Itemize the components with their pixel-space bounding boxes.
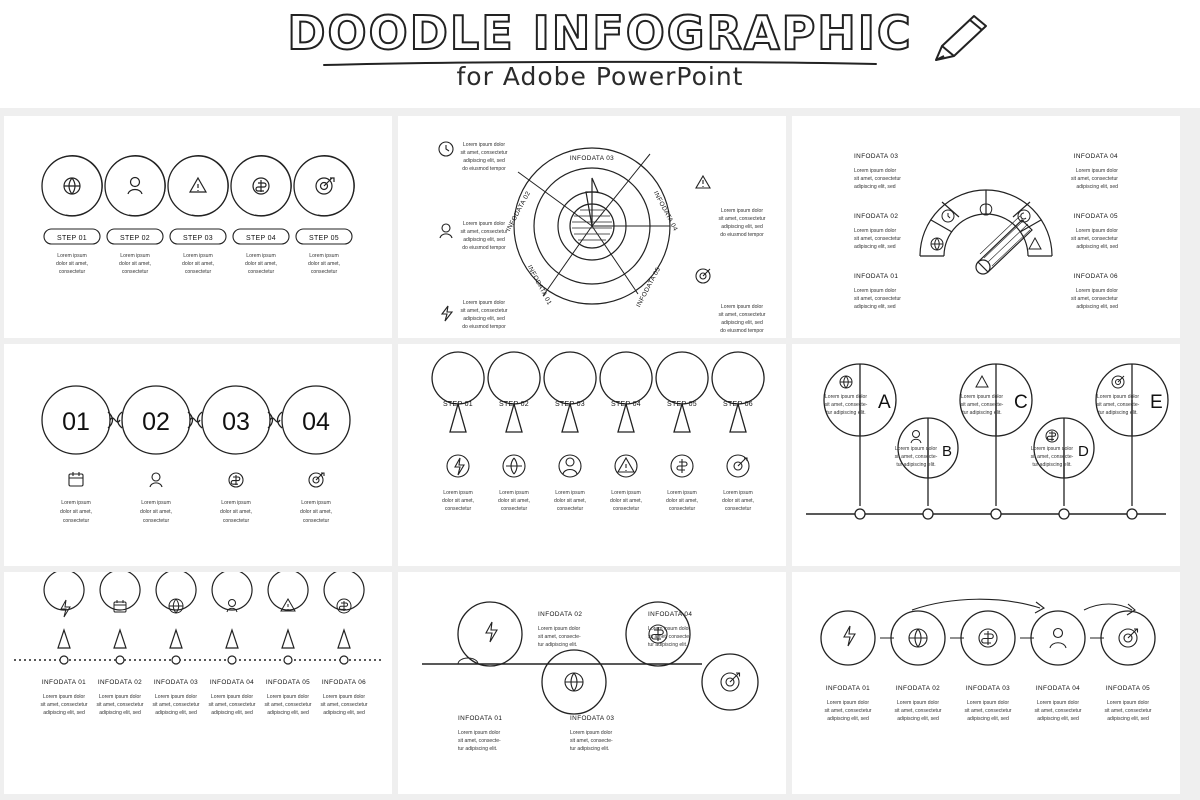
svg-text:Lorem ipsum dolor: Lorem ipsum dolor <box>1030 446 1074 452</box>
svg-text:dolor sit amet,: dolor sit amet, <box>60 509 92 515</box>
svg-text:sit amet, consectetur: sit amet, consectetur <box>40 702 88 708</box>
svg-text:dolor sit amet,: dolor sit amet, <box>498 498 530 504</box>
slides-grid <box>0 112 1200 800</box>
svg-text:Lorem ipsum dolor: Lorem ipsum dolor <box>1106 700 1150 706</box>
svg-text:consectetur: consectetur <box>58 269 86 275</box>
info-label: INFODATA 02 <box>895 685 941 692</box>
svg-text:Lorem ipsum: Lorem ipsum <box>221 500 251 506</box>
slide-six-pin-dotted-timeline[interactable] <box>4 572 392 794</box>
svg-text:Lorem ipsum: Lorem ipsum <box>499 490 529 496</box>
svg-text:do eiusmod tempor: do eiusmod tempor <box>462 245 506 251</box>
svg-text:Lorem ipsum: Lorem ipsum <box>555 490 585 496</box>
svg-text:adipiscing elit, sed: adipiscing elit, sed <box>721 320 763 326</box>
step-label: STEP 01 <box>443 401 473 408</box>
svg-text:sit amet, consecte-: sit amet, consecte- <box>648 634 691 640</box>
svg-text:do eiusmod tempor: do eiusmod tempor <box>462 166 506 172</box>
svg-text:sit amet, consectetur: sit amet, consectetur <box>1071 176 1118 182</box>
svg-text:sit amet, consectetur: sit amet, consectetur <box>264 702 312 708</box>
svg-text:Lorem ipsum dolor: Lorem ipsum dolor <box>720 304 764 310</box>
info-label: INFODATA 01 <box>41 679 87 686</box>
svg-text:Lorem ipsum: Lorem ipsum <box>183 253 213 259</box>
svg-text:dolor sit amet,: dolor sit amet, <box>308 261 340 267</box>
info-label: INFODATA 01 <box>825 685 871 692</box>
svg-text:sit amet, consectetur: sit amet, consectetur <box>208 702 256 708</box>
svg-text:consectetur: consectetur <box>556 506 584 512</box>
page-title: DOODLE INFOGRAPHIC <box>287 6 913 60</box>
svg-text:sit amet, consectetur: sit amet, consectetur <box>854 296 901 302</box>
slide-gauge-speedometer[interactable] <box>792 116 1180 338</box>
svg-text:dolor sit amet,: dolor sit amet, <box>442 498 474 504</box>
svg-text:adipiscing elit, sed: adipiscing elit, sed <box>854 304 896 310</box>
svg-text:adipiscing elit, sed: adipiscing elit, sed <box>99 710 141 716</box>
svg-text:Lorem ipsum: Lorem ipsum <box>61 500 91 506</box>
svg-text:sit amet, consectetur: sit amet, consectetur <box>854 176 901 182</box>
svg-text:sit amet, consectetur: sit amet, consectetur <box>460 150 508 156</box>
svg-text:Lorem ipsum dolor: Lorem ipsum dolor <box>966 700 1010 706</box>
info-label: INFODATA 04 <box>1073 153 1118 160</box>
svg-text:dolor sit amet,: dolor sit amet, <box>722 498 754 504</box>
svg-text:adipiscing elit, sed: adipiscing elit, sed <box>854 244 896 250</box>
info-label: INFODATA 04 <box>209 679 255 686</box>
slide-circular-arrow-diagram[interactable] <box>398 116 786 338</box>
svg-text:sit amet, consectetur: sit amet, consectetur <box>1071 236 1118 242</box>
svg-text:sit amet, consectetur: sit amet, consectetur <box>96 702 144 708</box>
step-label: STEP 04 <box>246 235 276 242</box>
svg-text:Lorem ipsum dolor: Lorem ipsum dolor <box>42 694 86 700</box>
pencil-icon <box>930 12 994 66</box>
step-label: STEP 03 <box>183 235 213 242</box>
info-label: INFODATA 03 <box>153 679 199 686</box>
svg-text:Lorem ipsum dolor: Lorem ipsum dolor <box>894 446 938 452</box>
segment-label: INFODATA 04 <box>651 190 679 233</box>
info-label: INFODATA 02 <box>538 611 583 618</box>
bubble-number: 01 <box>62 408 90 436</box>
svg-text:Lorem ipsum dolor: Lorem ipsum dolor <box>266 694 310 700</box>
header <box>0 0 1200 108</box>
svg-text:tur adipiscing elit.: tur adipiscing elit. <box>570 746 610 752</box>
svg-text:Lorem ipsum dolor: Lorem ipsum dolor <box>854 168 897 174</box>
segment-label: INFODATA 01 <box>525 264 553 307</box>
svg-text:consectetur: consectetur <box>310 269 338 275</box>
step-label: STEP 02 <box>120 235 150 242</box>
slide-five-step-circle-chain[interactable] <box>4 116 392 338</box>
svg-text:dolor sit amet,: dolor sit amet, <box>666 498 698 504</box>
svg-text:Lorem ipsum: Lorem ipsum <box>667 490 697 496</box>
svg-text:dolor sit amet,: dolor sit amet, <box>554 498 586 504</box>
svg-text:Lorem ipsum: Lorem ipsum <box>611 490 641 496</box>
letter-label: A <box>878 392 891 413</box>
svg-text:dolor sit amet,: dolor sit amet, <box>245 261 277 267</box>
svg-text:adipiscing elit, sed: adipiscing elit, sed <box>463 237 505 243</box>
svg-text:Lorem ipsum dolor: Lorem ipsum dolor <box>210 694 254 700</box>
svg-text:Lorem ipsum: Lorem ipsum <box>443 490 473 496</box>
info-label: INFODATA 02 <box>97 679 143 686</box>
svg-text:Lorem ipsum: Lorem ipsum <box>723 490 753 496</box>
svg-text:consectetur: consectetur <box>62 518 90 524</box>
svg-text:adipiscing elit, sed: adipiscing elit, sed <box>1076 184 1118 190</box>
svg-text:Lorem ipsum dolor: Lorem ipsum dolor <box>896 700 940 706</box>
svg-text:Lorem ipsum: Lorem ipsum <box>301 500 331 506</box>
svg-text:sit amet, consectetur: sit amet, consectetur <box>854 236 901 242</box>
svg-text:dolor sit amet,: dolor sit amet, <box>220 509 252 515</box>
svg-text:Lorem ipsum: Lorem ipsum <box>309 253 339 259</box>
svg-text:adipiscing elit, sed: adipiscing elit, sed <box>1037 716 1079 722</box>
svg-text:Lorem ipsum dolor: Lorem ipsum dolor <box>720 208 764 214</box>
svg-text:Lorem ipsum dolor: Lorem ipsum dolor <box>824 394 868 400</box>
step-label: STEP 04 <box>611 401 641 408</box>
svg-text:dolor sit amet,: dolor sit amet, <box>182 261 214 267</box>
svg-text:Lorem ipsum: Lorem ipsum <box>57 253 87 259</box>
svg-text:adipiscing elit, sed: adipiscing elit, sed <box>323 710 365 716</box>
svg-text:adipiscing elit, sed: adipiscing elit, sed <box>155 710 197 716</box>
svg-text:Lorem ipsum dolor: Lorem ipsum dolor <box>648 626 691 632</box>
svg-text:tur adipiscing elit.: tur adipiscing elit. <box>538 642 578 648</box>
svg-text:Lorem ipsum dolor: Lorem ipsum dolor <box>538 626 581 632</box>
letter-label: C <box>1014 392 1028 413</box>
svg-text:consectetur: consectetur <box>444 506 472 512</box>
segment-label: INFODATA 03 <box>569 155 615 162</box>
svg-text:tur adipiscing elit.: tur adipiscing elit. <box>896 462 936 468</box>
svg-text:Lorem ipsum dolor: Lorem ipsum dolor <box>1075 228 1118 234</box>
info-label: INFODATA 03 <box>854 153 899 160</box>
svg-text:consectetur: consectetur <box>500 506 528 512</box>
svg-text:Lorem ipsum dolor: Lorem ipsum dolor <box>98 694 142 700</box>
svg-text:consectetur: consectetur <box>121 269 149 275</box>
svg-text:sit amet, consectetur: sit amet, consectetur <box>1034 708 1082 714</box>
info-label: INFODATA 06 <box>321 679 367 686</box>
info-label: INFODATA 01 <box>854 273 899 280</box>
svg-text:Lorem ipsum: Lorem ipsum <box>246 253 276 259</box>
svg-text:adipiscing elit, sed: adipiscing elit, sed <box>463 158 505 164</box>
svg-text:sit amet, consecte-: sit amet, consecte- <box>960 402 1004 408</box>
svg-text:sit amet, consectetur: sit amet, consectetur <box>824 708 872 714</box>
svg-text:consectetur: consectetur <box>724 506 752 512</box>
slide-five-circle-arrow-process[interactable] <box>792 572 1180 794</box>
letter-label: D <box>1078 443 1089 460</box>
svg-text:dolor sit amet,: dolor sit amet, <box>56 261 88 267</box>
svg-text:sit amet, consecte-: sit amet, consecte- <box>538 634 581 640</box>
svg-text:sit amet, consectetur: sit amet, consectetur <box>152 702 200 708</box>
svg-text:consectetur: consectetur <box>668 506 696 512</box>
svg-text:adipiscing elit, sed: adipiscing elit, sed <box>1107 716 1149 722</box>
bubble-number: 02 <box>142 408 170 436</box>
svg-text:sit amet, consectetur: sit amet, consectetur <box>320 702 368 708</box>
svg-text:dolor sit amet,: dolor sit amet, <box>119 261 151 267</box>
svg-text:do eiusmod tempor: do eiusmod tempor <box>462 324 506 330</box>
info-label: INFODATA 03 <box>570 715 615 722</box>
svg-text:adipiscing elit, sed: adipiscing elit, sed <box>463 316 505 322</box>
svg-text:adipiscing elit, sed: adipiscing elit, sed <box>854 184 896 190</box>
bubble-number: 04 <box>302 408 330 436</box>
svg-text:do eiusmod tempor: do eiusmod tempor <box>720 328 764 334</box>
step-label: STEP 02 <box>499 401 529 408</box>
svg-text:sit amet, consectetur: sit amet, consectetur <box>1071 296 1118 302</box>
info-label: INFODATA 04 <box>648 611 693 618</box>
svg-text:consectetur: consectetur <box>302 518 330 524</box>
svg-text:dolor sit amet,: dolor sit amet, <box>140 509 172 515</box>
svg-text:adipiscing elit, sed: adipiscing elit, sed <box>267 710 309 716</box>
svg-text:sit amet, consecte-: sit amet, consecte- <box>1096 402 1140 408</box>
svg-text:tur adipiscing elit.: tur adipiscing elit. <box>1032 462 1072 468</box>
step-label: STEP 05 <box>309 235 339 242</box>
svg-text:Lorem ipsum dolor: Lorem ipsum dolor <box>154 694 198 700</box>
svg-text:Lorem ipsum dolor: Lorem ipsum dolor <box>826 700 870 706</box>
svg-text:adipiscing elit, sed: adipiscing elit, sed <box>721 224 763 230</box>
letter-label: B <box>942 443 953 460</box>
svg-text:Lorem ipsum dolor: Lorem ipsum dolor <box>462 300 506 306</box>
svg-text:sit amet, consectetur: sit amet, consectetur <box>460 308 508 314</box>
slide-four-circle-zigzag[interactable] <box>398 572 786 794</box>
bubble-number: 03 <box>222 408 250 436</box>
slide-four-number-bubble-chain[interactable] <box>4 344 392 566</box>
info-label: INFODATA 05 <box>265 679 311 686</box>
svg-text:consectetur: consectetur <box>184 269 212 275</box>
svg-text:Lorem ipsum dolor: Lorem ipsum dolor <box>1036 700 1080 706</box>
info-label: INFODATA 01 <box>458 715 503 722</box>
svg-text:adipiscing elit, sed: adipiscing elit, sed <box>43 710 85 716</box>
segment-label: INFODATA 05 <box>635 266 663 309</box>
svg-text:sit amet, consectetur: sit amet, consectetur <box>718 312 766 318</box>
step-label: STEP 03 <box>555 401 585 408</box>
svg-text:Lorem ipsum dolor: Lorem ipsum dolor <box>458 730 501 736</box>
svg-text:Lorem ipsum dolor: Lorem ipsum dolor <box>960 394 1004 400</box>
svg-text:do eiusmod tempor: do eiusmod tempor <box>720 232 764 238</box>
svg-text:sit amet, consectetur: sit amet, consectetur <box>964 708 1012 714</box>
step-label: STEP 06 <box>723 401 753 408</box>
svg-text:Lorem ipsum dolor: Lorem ipsum dolor <box>462 221 506 227</box>
svg-text:Lorem ipsum dolor: Lorem ipsum dolor <box>462 142 506 148</box>
svg-text:sit amet, consecte-: sit amet, consecte- <box>824 402 868 408</box>
svg-text:dolor sit amet,: dolor sit amet, <box>300 509 332 515</box>
info-label: INFODATA 05 <box>1073 213 1118 220</box>
svg-text:adipiscing elit, sed: adipiscing elit, sed <box>827 716 869 722</box>
svg-text:tur adipiscing elit.: tur adipiscing elit. <box>826 410 866 416</box>
svg-text:tur adipiscing elit.: tur adipiscing elit. <box>1098 410 1138 416</box>
svg-text:sit amet, consecte-: sit amet, consecte- <box>458 738 501 744</box>
svg-text:sit amet, consectetur: sit amet, consectetur <box>894 708 942 714</box>
info-label: INFODATA 05 <box>1105 685 1151 692</box>
info-label: INFODATA 03 <box>965 685 1011 692</box>
svg-text:sit amet, consecte-: sit amet, consecte- <box>570 738 613 744</box>
svg-text:sit amet, consecte-: sit amet, consecte- <box>894 454 938 460</box>
svg-text:sit amet, consectetur: sit amet, consectetur <box>718 216 766 222</box>
svg-text:adipiscing elit, sed: adipiscing elit, sed <box>897 716 939 722</box>
svg-text:adipiscing elit, sed: adipiscing elit, sed <box>211 710 253 716</box>
svg-text:sit amet, consecte-: sit amet, consecte- <box>1030 454 1074 460</box>
svg-text:Lorem ipsum dolor: Lorem ipsum dolor <box>854 288 897 294</box>
letter-label: E <box>1150 392 1163 413</box>
svg-text:adipiscing elit, sed: adipiscing elit, sed <box>967 716 1009 722</box>
slide-six-step-pin-row[interactable] <box>398 344 786 566</box>
svg-text:Lorem ipsum dolor: Lorem ipsum dolor <box>1075 288 1118 294</box>
svg-text:consectetur: consectetur <box>142 518 170 524</box>
svg-text:sit amet, consectetur: sit amet, consectetur <box>1104 708 1152 714</box>
svg-text:consectetur: consectetur <box>612 506 640 512</box>
svg-text:consectetur: consectetur <box>247 269 275 275</box>
svg-text:Lorem ipsum dolor: Lorem ipsum dolor <box>1075 168 1118 174</box>
svg-text:Lorem ipsum dolor: Lorem ipsum dolor <box>854 228 897 234</box>
svg-text:Lorem ipsum dolor: Lorem ipsum dolor <box>570 730 613 736</box>
svg-text:tur adipiscing elit.: tur adipiscing elit. <box>648 642 688 648</box>
svg-text:adipiscing elit, sed: adipiscing elit, sed <box>1076 304 1118 310</box>
svg-text:Lorem ipsum: Lorem ipsum <box>141 500 171 506</box>
svg-text:sit amet, consectetur: sit amet, consectetur <box>460 229 508 235</box>
page-subtitle: for Adobe PowerPoint <box>456 62 744 91</box>
step-label: STEP 05 <box>667 401 697 408</box>
info-label: INFODATA 06 <box>1073 273 1118 280</box>
svg-text:tur adipiscing elit.: tur adipiscing elit. <box>962 410 1002 416</box>
svg-text:tur adipiscing elit.: tur adipiscing elit. <box>458 746 498 752</box>
info-label: INFODATA 02 <box>854 213 899 220</box>
svg-text:Lorem ipsum dolor: Lorem ipsum dolor <box>322 694 366 700</box>
step-label: STEP 01 <box>57 235 87 242</box>
svg-text:consectetur: consectetur <box>222 518 250 524</box>
svg-text:adipiscing elit, sed: adipiscing elit, sed <box>1076 244 1118 250</box>
info-label: INFODATA 04 <box>1035 685 1081 692</box>
svg-text:dolor sit amet,: dolor sit amet, <box>610 498 642 504</box>
segment-label: INFODATA 02 <box>505 190 533 233</box>
svg-text:Lorem ipsum dolor: Lorem ipsum dolor <box>1096 394 1140 400</box>
slide-abcde-timeline[interactable] <box>792 344 1180 566</box>
svg-text:Lorem ipsum: Lorem ipsum <box>120 253 150 259</box>
